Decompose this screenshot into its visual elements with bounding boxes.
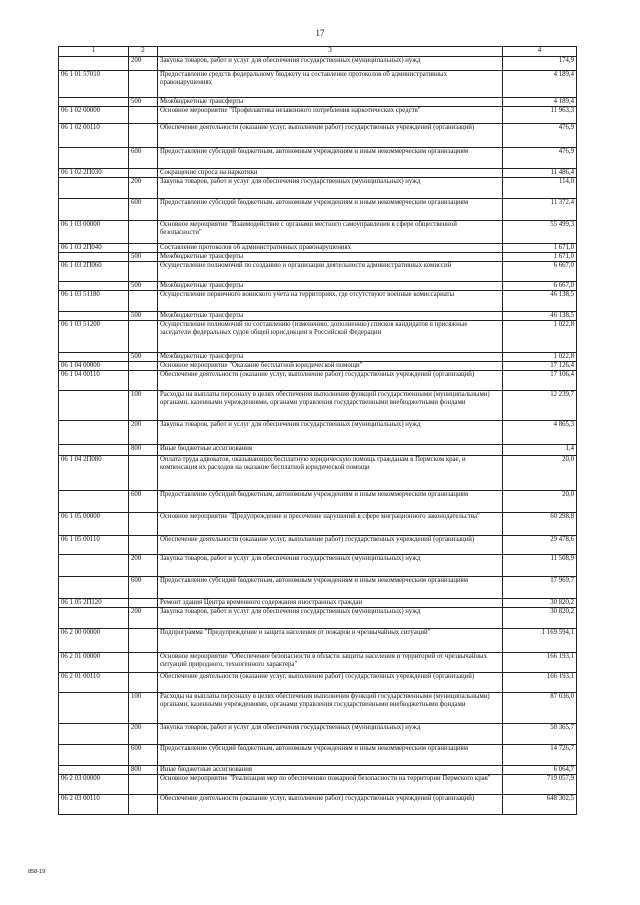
name-cell: Расходы на выплаты персоналу в целях обеспечения выполнения функций государственными (муниципальными) органами, казенными учреждениями, органами управления государственными внебюджетными фондами	[158, 693, 503, 724]
vr-cell	[129, 795, 158, 815]
name-cell: Обеспечение деятельности (оказание услуг, выполнение работ) государственных учреждений (организаций)	[158, 536, 503, 555]
name-cell: Осуществление полномочий по составлению (изменению, дополнению) списков кандидатов в присяжные заседатели федеральных судов общей юрисдикции в Российской Федерации	[158, 321, 503, 353]
sum-cell: 4 189,4	[503, 71, 577, 98]
name-cell: Ремонт здания Центра временного содержания иностранных граждан	[158, 599, 503, 608]
vr-cell: 500	[129, 98, 158, 107]
column-header: 3	[158, 47, 503, 57]
sum-cell: 46 138,5	[503, 291, 577, 312]
table-row	[59, 766, 577, 775]
vr-cell	[129, 653, 158, 673]
name-cell: Предоставление субсидий бюджетным, автономным учреждениям и иным некоммерческим организациям	[158, 199, 503, 221]
table-row	[59, 599, 577, 608]
sum-cell: 14 726,7	[503, 745, 577, 766]
csr-cell	[59, 312, 129, 321]
sum-cell: 58 365,7	[503, 724, 577, 745]
name-cell: Основное мероприятие "Обеспечение безопасности в области защиты населения и территорий от чрезвычайных ситуаций природного, техногенного характера"	[158, 653, 503, 673]
name-cell: Закупка товаров, работ и услуг для обеспечения государственных (муниципальных) нужд	[158, 57, 503, 71]
footer-code: 858-19	[28, 869, 46, 875]
vr-cell	[129, 456, 158, 491]
sum-cell: 166 193,1	[503, 673, 577, 693]
sum-cell: 1 671,0	[503, 244, 577, 253]
vr-cell: 600	[129, 745, 158, 766]
csr-cell	[59, 148, 129, 169]
table-row	[59, 107, 577, 124]
csr-cell: 06 1 04 2П080	[59, 456, 129, 491]
sum-cell: 1,4	[503, 445, 577, 456]
vr-cell	[129, 169, 158, 178]
table-row	[59, 629, 577, 653]
csr-cell: 06 1 05 00110	[59, 536, 129, 555]
table-row	[59, 124, 577, 148]
name-cell: Обеспечение деятельности (оказание услуг, выполнение работ) государственных учреждений (организаций)	[158, 371, 503, 391]
csr-cell	[59, 282, 129, 291]
name-cell: Основное мероприятие "Профилактика незаконного потребления наркотических средств"	[158, 107, 503, 124]
csr-cell	[59, 693, 129, 724]
csr-cell: 06 1 03 51180	[59, 291, 129, 312]
csr-cell: 06 2 00 00000	[59, 629, 129, 653]
vr-cell	[129, 244, 158, 253]
csr-cell: 06 1 02 00000	[59, 107, 129, 124]
vr-cell	[129, 629, 158, 653]
sum-cell: 476,9	[503, 148, 577, 169]
table-row	[59, 362, 577, 371]
csr-cell	[59, 391, 129, 421]
sum-cell: 20,0	[503, 491, 577, 513]
vr-cell	[129, 107, 158, 124]
csr-cell: 06 2 03 00000	[59, 775, 129, 795]
column-header: 2	[129, 47, 158, 57]
name-cell: Осуществление первичного воинского учета на территориях, где отсутствуют военные комиссариаты	[158, 291, 503, 312]
sum-cell: 1 022,8	[503, 353, 577, 362]
sum-cell: 30 820,2	[503, 608, 577, 629]
name-cell: Предоставление средств федеральному бюджету на составление протоколов об административных правонарушениях	[158, 71, 503, 98]
table-row	[59, 178, 577, 199]
name-cell: Предоставление субсидий бюджетным, автономным учреждениям и иным некоммерческим организациям	[158, 577, 503, 599]
table-row	[59, 57, 577, 71]
vr-cell	[129, 536, 158, 555]
vr-cell: 200	[129, 555, 158, 577]
table-header-row	[59, 47, 577, 57]
table-row	[59, 253, 577, 262]
csr-cell	[59, 724, 129, 745]
table-row	[59, 291, 577, 312]
csr-cell: 06 1 03 2П040	[59, 244, 129, 253]
vr-cell: 500	[129, 353, 158, 362]
table-row	[59, 693, 577, 724]
name-cell: Оплата труда адвокатов, оказывающих бесплатную юридическую помощь гражданам в Пермском крае, и компенсация их расходов на оказание бесплатной юридической помощи	[158, 456, 503, 491]
table-row	[59, 608, 577, 629]
table-row	[59, 421, 577, 445]
name-cell: Закупка товаров, работ и услуг для обеспечения государственных (муниципальных) нужд	[158, 724, 503, 745]
vr-cell	[129, 599, 158, 608]
sum-cell: 17 106,4	[503, 371, 577, 391]
sum-cell: 6 667,0	[503, 262, 577, 282]
sum-cell: 11 372,4	[503, 199, 577, 221]
name-cell: Сокращение спроса на наркотики	[158, 169, 503, 178]
sum-cell: 1 022,8	[503, 321, 577, 353]
name-cell: Иные бюджетные ассигнования	[158, 766, 503, 775]
page-number: 17	[315, 28, 325, 38]
vr-cell: 200	[129, 608, 158, 629]
table-row	[59, 745, 577, 766]
table-row	[59, 199, 577, 221]
vr-cell	[129, 371, 158, 391]
name-cell: Осуществление полномочий по созданию и организации деятельности административных комиссий	[158, 262, 503, 282]
sum-cell: 87 036,0	[503, 693, 577, 724]
csr-cell	[59, 353, 129, 362]
csr-cell	[59, 199, 129, 221]
vr-cell: 200	[129, 421, 158, 445]
vr-cell: 500	[129, 312, 158, 321]
csr-cell	[59, 57, 129, 71]
table-row	[59, 321, 577, 353]
sum-cell: 174,9	[503, 57, 577, 71]
csr-cell	[59, 253, 129, 262]
name-cell: Основное мероприятие "Оказание бесплатной юридической помощи"	[158, 362, 503, 371]
csr-cell	[59, 445, 129, 456]
name-cell: Обеспечение деятельности (оказание услуг, выполнение работ) государственных учреждений (организаций)	[158, 795, 503, 815]
name-cell: Подпрограмма "Предупреждение и защита населения от пожаров и чрезвычайных ситуаций"	[158, 629, 503, 653]
table-row	[59, 98, 577, 107]
column-header: 1	[59, 47, 129, 57]
table-row	[59, 445, 577, 456]
sum-cell: 4 189,4	[503, 98, 577, 107]
csr-cell	[59, 745, 129, 766]
csr-cell: 06 1 02 00110	[59, 124, 129, 148]
csr-cell: 06 1 02 2П030	[59, 169, 129, 178]
vr-cell	[129, 513, 158, 536]
sum-cell: 20,0	[503, 456, 577, 491]
sum-cell: 4 865,3	[503, 421, 577, 445]
name-cell: Предоставление субсидий бюджетным, автономным учреждениям и иным некоммерческим организациям	[158, 745, 503, 766]
table-row	[59, 555, 577, 577]
csr-cell	[59, 98, 129, 107]
sum-cell: 29 478,6	[503, 536, 577, 555]
budget-table	[58, 46, 577, 815]
sum-cell: 476,9	[503, 124, 577, 148]
vr-cell	[129, 262, 158, 282]
table-row	[59, 673, 577, 693]
vr-cell	[129, 673, 158, 693]
csr-cell	[59, 178, 129, 199]
sum-cell: 30 820,2	[503, 599, 577, 608]
table-row	[59, 536, 577, 555]
table-row	[59, 456, 577, 491]
name-cell: Основное мероприятие "Взаимодействие с органами местного самоуправления в сфере общественной безопасности"	[158, 221, 503, 244]
table-row	[59, 775, 577, 795]
csr-cell: 06 1 01 57010	[59, 71, 129, 98]
table-row	[59, 169, 577, 178]
table-row	[59, 513, 577, 536]
name-cell: Предоставление субсидий бюджетным, автономным учреждениям и иным некоммерческим организациям	[158, 491, 503, 513]
vr-cell: 200	[129, 178, 158, 199]
vr-cell: 200	[129, 57, 158, 71]
sum-cell: 719 057,9	[503, 775, 577, 795]
sum-cell: 55 499,3	[503, 221, 577, 244]
vr-cell	[129, 291, 158, 312]
table-row	[59, 221, 577, 244]
name-cell: Межбюджетные трансферты	[158, 98, 503, 107]
name-cell: Межбюджетные трансферты	[158, 253, 503, 262]
vr-cell: 800	[129, 766, 158, 775]
name-cell: Межбюджетные трансферты	[158, 312, 503, 321]
csr-cell: 06 1 03 00000	[59, 221, 129, 244]
vr-cell	[129, 124, 158, 148]
table-row	[59, 148, 577, 169]
table-row	[59, 371, 577, 391]
sum-cell: 17 969,7	[503, 577, 577, 599]
sum-cell: 60 298,8	[503, 513, 577, 536]
vr-cell	[129, 71, 158, 98]
sum-cell: 11 508,9	[503, 555, 577, 577]
sum-cell: 166 193,1	[503, 653, 577, 673]
csr-cell	[59, 766, 129, 775]
name-cell: Иные бюджетные ассигнования	[158, 445, 503, 456]
vr-cell	[129, 775, 158, 795]
csr-cell: 06 1 04 00110	[59, 371, 129, 391]
csr-cell	[59, 608, 129, 629]
vr-cell: 600	[129, 199, 158, 221]
name-cell: Предоставление субсидий бюджетным, автономным учреждениям и иным некоммерческим организациям	[158, 148, 503, 169]
csr-cell: 06 2 03 00110	[59, 795, 129, 815]
name-cell: Основное мероприятие "Реализация мер по обеспечению пожарной безопасности на территории Пермского края"	[158, 775, 503, 795]
vr-cell	[129, 221, 158, 244]
vr-cell: 600	[129, 577, 158, 599]
table-row	[59, 71, 577, 98]
vr-cell: 100	[129, 391, 158, 421]
sum-cell: 114,0	[503, 178, 577, 199]
name-cell: Межбюджетные трансферты	[158, 353, 503, 362]
table-row	[59, 577, 577, 599]
csr-cell: 06 2 01 00000	[59, 653, 129, 673]
name-cell: Расходы на выплаты персоналу в целях обеспечения выполнения функций государственными (муниципальными) органами, казенными учреждениями, органами управления государственными внебюджетными фондами	[158, 391, 503, 421]
sum-cell: 1 671,0	[503, 253, 577, 262]
column-header: 4	[503, 47, 577, 57]
table-row	[59, 244, 577, 253]
sum-cell: 1 169 594,1	[503, 629, 577, 653]
sum-cell: 17 126,4	[503, 362, 577, 371]
vr-cell: 200	[129, 724, 158, 745]
vr-cell: 500	[129, 253, 158, 262]
table-row	[59, 391, 577, 421]
name-cell: Составление протоколов об административных правонарушениях	[158, 244, 503, 253]
name-cell: Межбюджетные трансферты	[158, 282, 503, 291]
sum-cell: 11 963,3	[503, 107, 577, 124]
csr-cell	[59, 555, 129, 577]
vr-cell: 800	[129, 445, 158, 456]
csr-cell: 06 1 03 2П060	[59, 262, 129, 282]
table-row	[59, 795, 577, 815]
csr-cell	[59, 577, 129, 599]
csr-cell: 06 1 04 00000	[59, 362, 129, 371]
sum-cell: 6 064,7	[503, 766, 577, 775]
sum-cell: 648 302,5	[503, 795, 577, 815]
vr-cell: 600	[129, 491, 158, 513]
table-row	[59, 312, 577, 321]
name-cell: Обеспечение деятельности (оказание услуг, выполнение работ) государственных учреждений (организаций)	[158, 124, 503, 148]
csr-cell	[59, 421, 129, 445]
vr-cell: 500	[129, 282, 158, 291]
name-cell: Закупка товаров, работ и услуг для обеспечения государственных (муниципальных) нужд	[158, 555, 503, 577]
sum-cell: 11 486,4	[503, 169, 577, 178]
csr-cell	[59, 491, 129, 513]
vr-cell: 100	[129, 693, 158, 724]
sum-cell: 12 239,7	[503, 391, 577, 421]
vr-cell: 600	[129, 148, 158, 169]
name-cell: Закупка товаров, работ и услуг для обеспечения государственных (муниципальных) нужд	[158, 178, 503, 199]
table-row	[59, 282, 577, 291]
name-cell: Закупка товаров, работ и услуг для обеспечения государственных (муниципальных) нужд	[158, 421, 503, 445]
table-row	[59, 724, 577, 745]
sum-cell: 46 138,5	[503, 312, 577, 321]
table-row	[59, 653, 577, 673]
vr-cell	[129, 321, 158, 353]
vr-cell	[129, 362, 158, 371]
table-row	[59, 353, 577, 362]
name-cell: Основное мероприятие "Предупреждение и пресечение нарушений в сфере миграционного законодательства"	[158, 513, 503, 536]
csr-cell: 06 1 05 2П120	[59, 599, 129, 608]
csr-cell: 06 2 01 00110	[59, 673, 129, 693]
name-cell: Закупка товаров, работ и услуг для обеспечения государственных (муниципальных) нужд	[158, 608, 503, 629]
csr-cell: 06 1 05 00000	[59, 513, 129, 536]
name-cell: Обеспечение деятельности (оказание услуг, выполнение работ) государственных учреждений (организаций)	[158, 673, 503, 693]
csr-cell: 06 1 03 51200	[59, 321, 129, 353]
table-row	[59, 491, 577, 513]
table-row	[59, 262, 577, 282]
sum-cell: 6 667,0	[503, 282, 577, 291]
